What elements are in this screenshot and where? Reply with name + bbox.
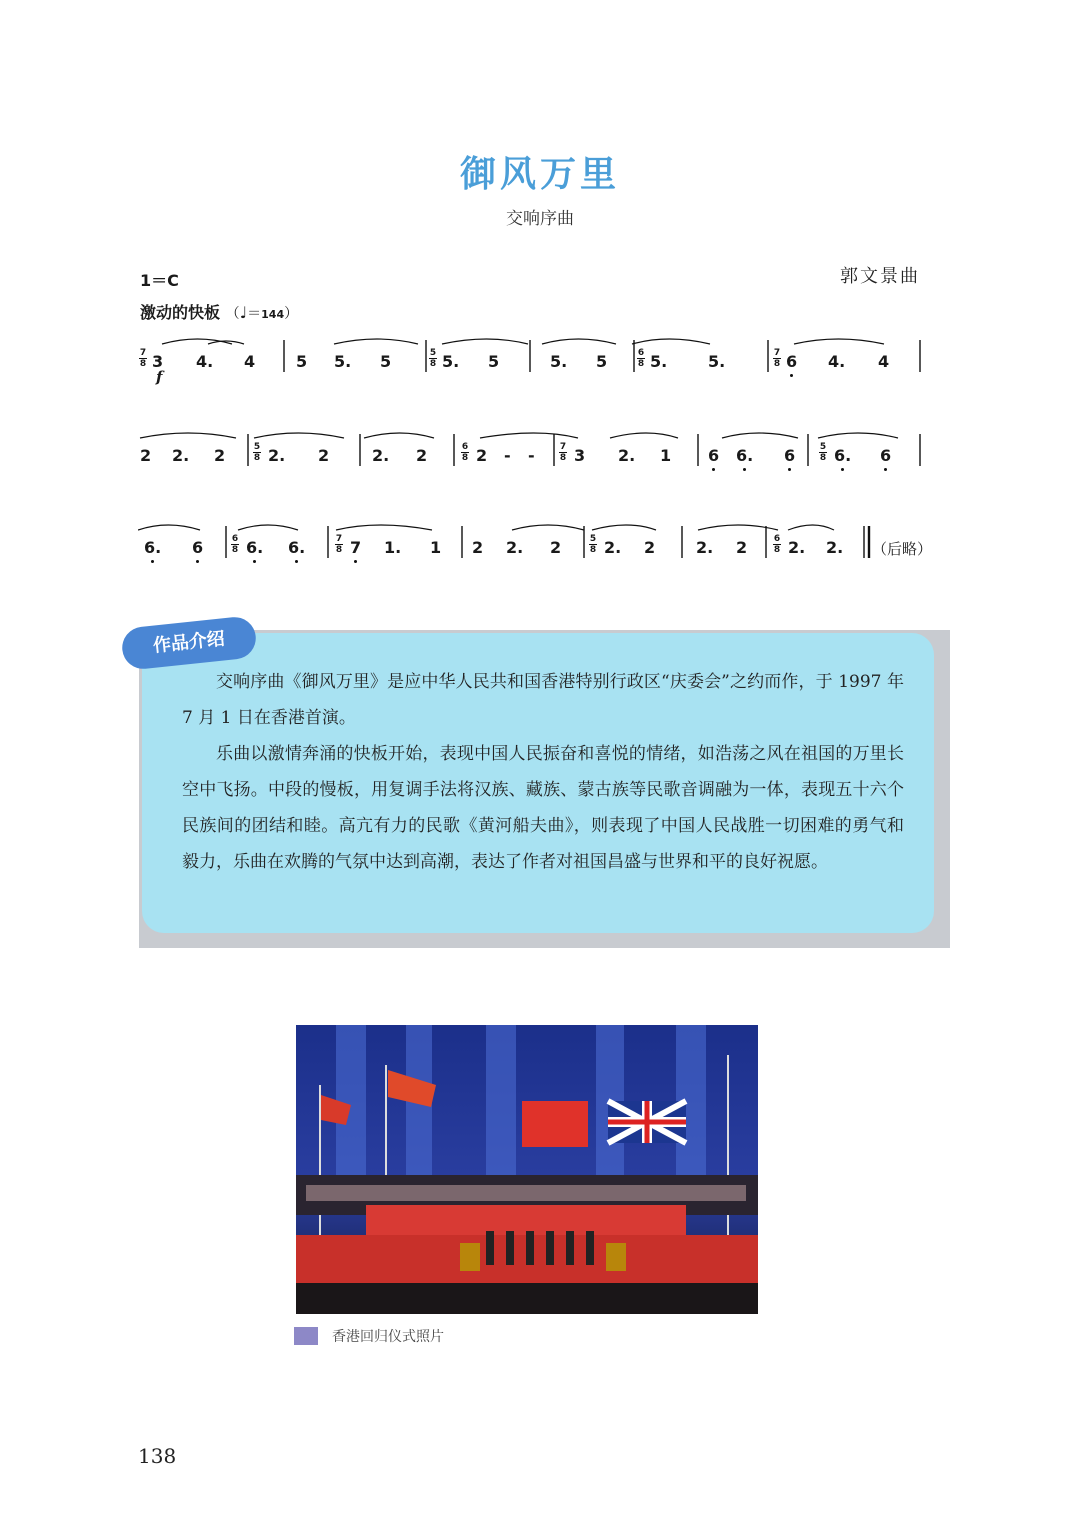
intro-paragraph-1: 交响序曲《御风万里》是应中华人民共和国香港特别行政区“庆委会”之约而作，于 1997 年 7 月 1 日在香港首演。 xyxy=(182,672,904,728)
note: 2. xyxy=(826,538,844,557)
note: 5. xyxy=(334,352,352,371)
intro-text xyxy=(182,664,904,880)
note: 5 xyxy=(596,352,608,371)
score-line-1 xyxy=(138,336,928,396)
note: 2 xyxy=(476,446,488,465)
time-signature: 6 8 xyxy=(231,534,239,555)
note: 2 xyxy=(140,446,152,465)
note: 2. xyxy=(372,446,390,465)
page-number: 138 xyxy=(138,1444,177,1468)
note: 1. xyxy=(384,538,402,557)
time-signature: 7 8 xyxy=(139,348,147,369)
note: 2 xyxy=(550,538,562,557)
time-signature: 5 8 xyxy=(589,534,597,555)
time-signature: 6 8 xyxy=(637,348,645,369)
note: 5 xyxy=(380,352,392,371)
score-line-3 xyxy=(138,522,933,582)
note: 6. xyxy=(288,538,306,557)
note: 2. xyxy=(604,538,622,557)
time-signature: 7 8 xyxy=(335,534,343,555)
note: 5 xyxy=(296,352,308,371)
note: 6 xyxy=(192,538,204,557)
note: 5. xyxy=(442,352,460,371)
note: 6 xyxy=(784,446,796,465)
score-line-1-graphics xyxy=(138,336,928,396)
note: 6 xyxy=(786,352,798,371)
tempo-text: 激动的快板 xyxy=(140,303,221,322)
note: 2. xyxy=(618,446,636,465)
note: 7 xyxy=(350,538,362,557)
note: 2 xyxy=(644,538,656,557)
note: 5. xyxy=(708,352,726,371)
note: 5. xyxy=(550,352,568,371)
ceremony-photo xyxy=(296,1025,758,1314)
score-line-2 xyxy=(138,430,928,490)
time-signature: 5 8 xyxy=(429,348,437,369)
note: 2 xyxy=(214,446,226,465)
note: - xyxy=(528,446,535,465)
score-end-note: （后略） xyxy=(872,540,933,558)
caption-marker xyxy=(294,1327,318,1345)
time-signature: 5 8 xyxy=(819,442,827,463)
note: 2. xyxy=(696,538,714,557)
time-signature: 5 8 xyxy=(253,442,261,463)
note: 3 xyxy=(574,446,586,465)
intro-paragraph-2: 乐曲以激情奔涌的快板开始，表现中国人民振奋和喜悦的情绪，如浩荡之风在祖国的万里长空中飞扬。中段的慢板，用复调手法将汉族、藏族、蒙古族等民歌音调融为一体，表现五十六个民族间的团结和睦。高亢有力的民歌《黄河船夫曲》，则表现了中国人民战胜一切困难的勇气和毅力，乐曲在欢腾的气氛中达到高潮，表达了作者对祖国昌盛与世界和平的良好祝愿。 xyxy=(182,744,904,872)
key-signature: 1＝C xyxy=(140,271,179,290)
ceremony-photo-illustration xyxy=(296,1025,758,1314)
note: 2. xyxy=(268,446,286,465)
tempo-marking: 激动的快板 （♩＝144） xyxy=(140,303,299,322)
composer-credit: 郭文景曲 xyxy=(840,266,920,287)
time-signature: 6 8 xyxy=(773,534,781,555)
note: 4. xyxy=(828,352,846,371)
note: 6 xyxy=(880,446,892,465)
time-signature: 7 8 xyxy=(773,348,781,369)
note: 6. xyxy=(736,446,754,465)
note: 2 xyxy=(318,446,330,465)
note: 4 xyxy=(244,352,256,371)
note: 2. xyxy=(788,538,806,557)
note: - xyxy=(504,446,511,465)
page-title: 御风万里 xyxy=(459,154,620,195)
time-signature: 7 8 xyxy=(559,442,567,463)
tempo-bpm: 144 xyxy=(261,308,285,321)
photo-caption: 香港回归仪式照片 xyxy=(332,1329,444,1345)
note: 1 xyxy=(430,538,442,557)
note: 2 xyxy=(736,538,748,557)
note: 5. xyxy=(650,352,668,371)
time-signature: 6 8 xyxy=(461,442,469,463)
dynamic-marking: f xyxy=(156,368,163,386)
page-subtitle: 交响序曲 xyxy=(506,209,574,229)
note: 4 xyxy=(878,352,890,371)
note: 2 xyxy=(472,538,484,557)
note: 5 xyxy=(488,352,500,371)
note: 2. xyxy=(172,446,190,465)
intro-tab-label: 作品介绍 xyxy=(120,615,258,671)
note: 1 xyxy=(660,446,672,465)
note: 6. xyxy=(144,538,162,557)
note: 6 xyxy=(708,446,720,465)
note: 2 xyxy=(416,446,428,465)
note: 2. xyxy=(506,538,524,557)
note: 3 xyxy=(152,352,164,371)
note: 6. xyxy=(834,446,852,465)
note: 6. xyxy=(246,538,264,557)
note: 4. xyxy=(196,352,214,371)
